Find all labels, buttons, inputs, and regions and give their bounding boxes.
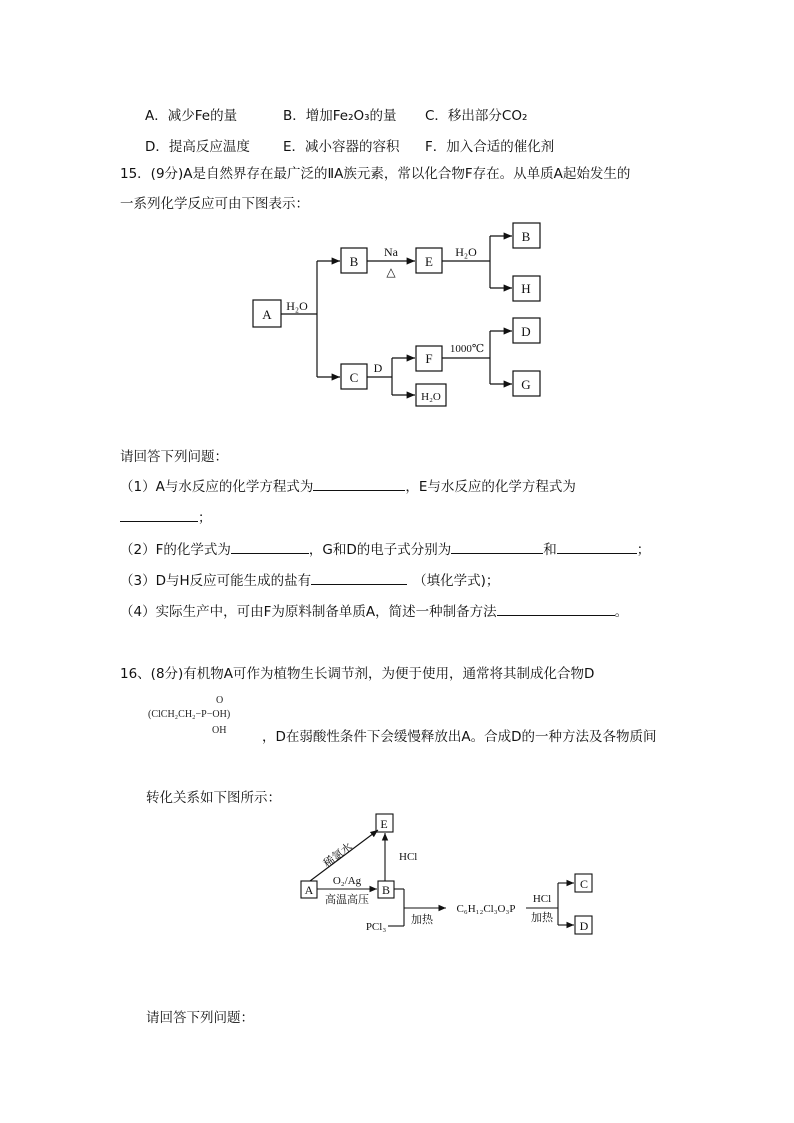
- q15-intro-line1: 15．(9分)A是自然界存在最广泛的ⅡA族元素，常以化合物F存在。从单质A起始发生的: [120, 166, 631, 182]
- answer-blank-5[interactable]: [557, 539, 637, 554]
- node-g-label: G: [521, 377, 531, 392]
- label-o2-ag: O₂/Ag: [332, 875, 362, 887]
- option-c: C．移出部分CO₂: [425, 108, 528, 124]
- label-hcl: HCl: [399, 851, 418, 863]
- node-a2-label: A: [304, 883, 314, 897]
- label-heat-1: 加热: [411, 914, 433, 926]
- option-e: E．减小容器的容积: [283, 139, 400, 155]
- label-dilute-chlorine: 稀氯水: [321, 840, 355, 871]
- label-pcl3: PCl₃: [365, 921, 387, 933]
- q4-text-a: （4）实际生产中，可由F为原料制备单质A，简述一种制备方法: [120, 604, 497, 620]
- q16-intro-line3: 转化关系如下图所示：: [146, 790, 281, 806]
- q16-intro-line2: ，D在弱酸性条件下会缓慢释放出A。合成D的一种方法及各物质间: [262, 729, 657, 745]
- node-d2-label: D: [579, 919, 589, 933]
- structure-o: O: [216, 695, 224, 706]
- q4-end: 。: [614, 604, 629, 620]
- node-h-label: H: [521, 281, 531, 296]
- label-a-h2o: H₂O: [286, 299, 308, 313]
- structure-main: (ClCH₂CH₂−P−OH): [148, 709, 231, 720]
- node-e2-label: E: [380, 817, 388, 831]
- q1-text-a: （1）A与水反应的化学方程式为: [120, 479, 314, 495]
- option-b: B．增加Fe₂O₃的量: [283, 108, 397, 124]
- q2-text-a: （2）F的化学式为: [120, 542, 231, 558]
- q15-intro-line2: 一系列化学反应可由下图表示：: [120, 196, 309, 212]
- node-e-label: E: [425, 254, 433, 269]
- answer-blank-4[interactable]: [451, 539, 543, 554]
- structure-oh: OH: [212, 725, 227, 736]
- q16-reaction-diagram: [296, 808, 606, 943]
- option-d: D．提高反应温度: [145, 139, 250, 155]
- node-b2-label: B: [521, 229, 531, 244]
- node-c2-label: C: [579, 877, 589, 891]
- q15-sub1: [120, 476, 576, 497]
- q16-prompt: 请回答下列问题：: [146, 1010, 254, 1026]
- label-e-h2o: H₂O: [455, 245, 477, 259]
- q2-text-c: 和: [543, 542, 557, 558]
- node-b-label: B: [349, 254, 359, 269]
- node-f-label: F: [425, 351, 433, 366]
- answer-blank-7[interactable]: [497, 601, 615, 616]
- answer-blank-2[interactable]: [120, 507, 198, 522]
- node-c-label: C: [349, 370, 359, 385]
- q1-text-b: ，E与水反应的化学方程式为: [405, 479, 576, 495]
- label-c-d: D: [373, 361, 383, 375]
- label-na: Na: [384, 245, 398, 259]
- label-1000c: 1000℃: [449, 343, 485, 355]
- option-f: F．加入合适的催化剂: [425, 139, 555, 155]
- q15-sub2: [120, 539, 650, 560]
- q15-reaction-diagram: [240, 215, 560, 415]
- q2-text-b: ，G和D的电子式分别为: [308, 542, 452, 558]
- node-a-label: A: [262, 307, 272, 322]
- option-a: A．减少Fe的量: [145, 108, 238, 124]
- q15-sub1-cont: [120, 507, 212, 528]
- answer-blank-6[interactable]: [311, 570, 407, 585]
- answer-blank-1[interactable]: [313, 476, 405, 491]
- q2-end: ；: [636, 542, 651, 558]
- node-h2o-label: H₂O: [421, 391, 441, 403]
- q3-text-b: （填化学式)；: [413, 573, 500, 589]
- label-heat-2: 加热: [531, 912, 553, 924]
- node-d-label: D: [521, 324, 531, 339]
- label-intermediate: C₆H₁₂Cl₃O₃P: [456, 903, 516, 915]
- label-high-temp: 高温高压: [325, 894, 369, 906]
- q3-text-a: （3）D与H反应可能生成的盐有: [120, 573, 312, 589]
- q1-end: ；: [198, 510, 212, 526]
- q15-sub3: [120, 570, 499, 591]
- node-b3-label: B: [381, 883, 391, 897]
- q15-prompt: 请回答下列问题：: [120, 449, 228, 465]
- q16-intro-line1: 16、(8分)有机物A可作为植物生长调节剂，为便于使用，通常将其制成化合物D: [120, 666, 595, 682]
- label-heat: △: [386, 265, 396, 279]
- label-hcl-2: HCl: [532, 893, 552, 905]
- q15-sub4: [120, 601, 628, 622]
- answer-blank-3[interactable]: [231, 539, 309, 554]
